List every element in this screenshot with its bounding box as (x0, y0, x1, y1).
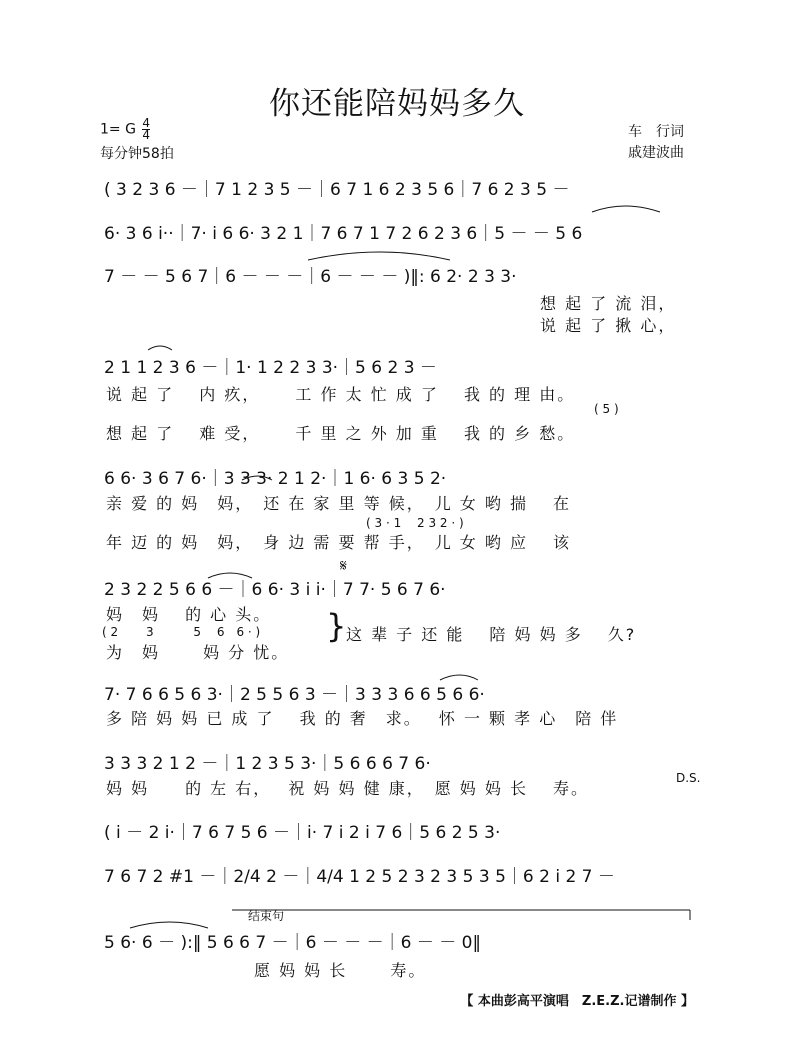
lyric-row6-c: 这 辈 子 还 能 陪 妈 妈 多 久? (346, 625, 637, 644)
lyric-row5-b: 年 迈 的 妈 妈， 身 边 需 要 帮 手， 儿 女 哟 应 该 (106, 533, 572, 552)
tempo-marking: 每分钟58拍 (100, 146, 174, 162)
dal-segno: D.S. (676, 771, 701, 785)
brace: } (326, 607, 347, 645)
music-row-10: 7 6 7 2 #1 －｜2/4 2 －｜4/4 1 2 5 2 3 2 3 5 3 5｜6 2 i 2 7 － (104, 867, 615, 887)
variant-row6: ( 2 3 5 6 6 · ) (102, 625, 261, 639)
variant-row5: ( 3 · 1 2 3 2 · ) (366, 516, 464, 530)
lyric-v1-line2: 说 起 了 揪 心， (540, 316, 677, 335)
music-row-6: 2 3 2 2 5 6 6 －｜6 6· 3 i i·｜7 7· 5 6 7 6· (104, 580, 446, 600)
key-label: 1= G (100, 121, 136, 138)
lyric-v1-line1: 想 起 了 流 泪， (540, 294, 677, 313)
lyric-row6-b: 为 妈 妈 分 忧。 (106, 643, 290, 662)
song-title: 你还能陪妈妈多久 (269, 86, 525, 122)
music-row-3: 7 － － 5 6 7｜6 － － －｜6 － － － )‖: 6 2· 2 3 3· (104, 267, 517, 287)
lyric-ending: 愿 妈 妈 长 寿。 (254, 961, 427, 980)
lyric-row5-a: 亲 爱 的 妈 妈， 还 在 家 里 等 候， 儿 女 哟 揣 在 (106, 494, 572, 513)
music-row-9: ( i － 2 i·｜7 6 7 5 6 －｜i· 7 i 2 i 7 6｜5 6 2 5 3· (104, 823, 501, 843)
music-row-1: ( 3 2 3 6 －｜7 1 2 3 5 －｜6 7 1 6 2 3 5 6｜7 6 2 3 5 － (104, 180, 570, 200)
music-row-2: 6· 3 6 i··｜7· i 6 6· 3 2 1｜7 6 7 1 7 2 6 2 3 6｜5 － － 5 6 (104, 224, 583, 244)
lyric-row4-b: 想 起 了 难 受， 千 里 之 外 加 重 我 的 乡 愁。 (106, 424, 576, 443)
segno-sign: 𝄋 (340, 556, 347, 575)
lyricist: 车 行词 (628, 124, 684, 140)
music-row-4: 2 1 1 2 3 6 －｜1· 1 2 2 3 3·｜5 6 2 3 － (104, 358, 437, 378)
credit-line: 【 本曲彭高平演唱 Z.E.Z.记谱制作 】 (460, 994, 694, 1009)
music-row-11: 5 6· 6 － ):‖ 5 6 6 7 －｜6 － － －｜6 － － 0‖ (104, 933, 481, 953)
time-signature: $\frac{4}{4}$ (142, 116, 151, 142)
lyric-row6-a: 妈 妈 的 心 头。 (106, 605, 272, 624)
variant-row4: ( 5 ) (594, 402, 619, 416)
composer: 戚建波曲 (628, 145, 684, 161)
lyric-row4-a: 说 起 了 内 疚， 工 作 太 忙 成 了 我 的 理 由。 (106, 385, 576, 404)
music-row-8: 3 3 3 2 1 2 －｜1 2 3 5 3·｜5 6 6 6 7 6· (104, 754, 431, 774)
lyric-row7: 多 陪 妈 妈 已 成 了 我 的 奢 求。 怀 一 颗 孝 心 陪 伴 (106, 709, 619, 728)
music-row-7: 7· 7 6 6 5 6 3·｜2 5 5 6 3 －｜3 3 3 6 6 5 6 6· (104, 685, 485, 705)
music-row-5: 6 6· 3 6 7 6·｜3 3 3· 2 1 2·｜1 6· 6 3 5 2· (104, 469, 447, 489)
coda-label: 结束句 (248, 909, 285, 923)
lyric-row8: 妈 妈 的 左 右， 祝 妈 妈 健 康， 愿 妈 妈 长 寿。 (106, 779, 590, 798)
